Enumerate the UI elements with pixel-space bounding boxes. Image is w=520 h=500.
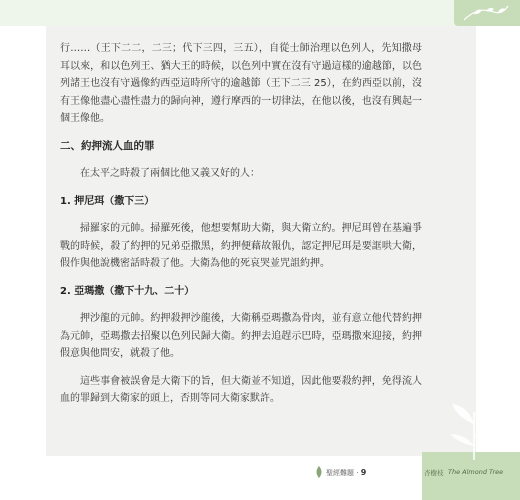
book-title-en: The Almond Tree (448, 468, 504, 476)
top-band (0, 0, 520, 26)
section-heading: 二、約押流人血的罪 (60, 139, 155, 152)
leaf-ornament-icon (460, 2, 510, 24)
paragraph-intro: 行……（王下二二，二三；代下三四，三五），自從士師治理以色列人，先知撒母耳以來，和以色列王、猶大王的時候，以色列中實在沒有守過這樣的逾越節，以色列諸王也沒有守過像約西亞這時所守的逾越節（王下二三 25），在約西亞以前，沒有王像他盡心盡性盡力的歸向神，遵行摩西的一切律法，在他以後，也沒有興起一個王像他。 (60, 43, 422, 124)
paragraph-abner: 掃羅家的元帥。掃羅死後，他想要幫助大衛，與大衛立約。押尼珥曾在基遍爭戰的時候，殺了約押的兄弟亞撒黑，約押便藉故報仇，認定押尼珥是要誆哄大衛，假作與他說機密話時殺了他。大衛為他的死哀哭並咒詛約押。 (60, 223, 422, 269)
page-number: 9 (360, 468, 367, 477)
subheading-abner: 1. 押尼珥（撒下三） (60, 195, 155, 207)
paragraph-summary: 在太平之時殺了兩個比他又義又好的人： (80, 168, 260, 179)
main-text (60, 40, 422, 408)
footer (0, 462, 520, 482)
page-footer-label: 聖經難題 · 9 (326, 468, 367, 477)
leaf-icon (314, 466, 324, 478)
paragraph-conclusion: 這些事會被誤會是大衛下的旨，但大衛並不知道，因此他要殺約押，免得流人血的罪歸到大衛家的頭上，否則等同大衛家默許。 (60, 375, 422, 404)
book-title: 杏樹枝 (424, 469, 444, 477)
paragraph-amasa: 押沙龍的元帥。約押殺押沙龍後，大衛稱亞瑪撒為骨肉，並有意立他代替約押為元帥，亞瑪撒去招聚以色列民歸大衛。約押去追趕示巴時，亞瑪撒來迎接，約押假意與他問安，就殺了他。 (60, 313, 422, 359)
subheading-amasa: 2. 亞瑪撒（撒下十九、二十） (60, 285, 195, 297)
plant-sprout-icon (436, 394, 506, 460)
series-title: 聖經難題 (326, 469, 354, 477)
